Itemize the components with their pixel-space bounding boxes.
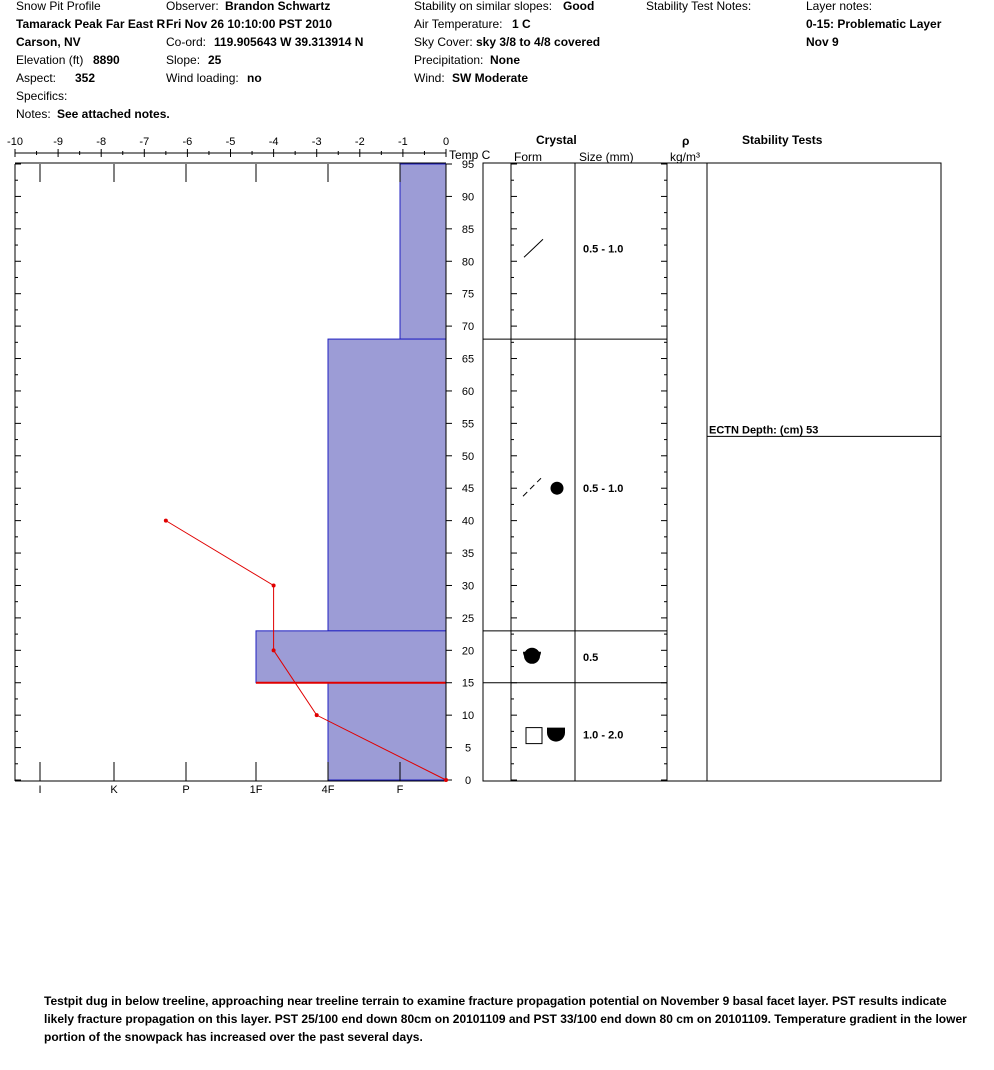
stability-value: Good bbox=[563, 0, 595, 13]
layer-notes-label: Layer notes: bbox=[806, 0, 873, 13]
hardness-tick-label: F bbox=[396, 784, 404, 796]
height-tick-label: 50 bbox=[461, 450, 475, 463]
decomposing-particles-icon bbox=[523, 478, 541, 496]
specifics-label: Specifics: bbox=[16, 89, 68, 103]
temp-tick-label: -9 bbox=[53, 136, 63, 148]
coord-label: Co-ord: bbox=[166, 35, 207, 49]
hardness-tick-label: P bbox=[182, 784, 190, 796]
hardness-layer-1 bbox=[328, 339, 446, 631]
rho-label: ρ bbox=[682, 134, 690, 148]
height-tick-label: 45 bbox=[461, 483, 475, 496]
temperature-point bbox=[444, 778, 448, 782]
hardness-tick-label: K bbox=[110, 784, 118, 796]
height-tick-label: 70 bbox=[461, 321, 475, 334]
height-tick-label: 15 bbox=[461, 677, 475, 690]
location: Tamarack Peak Far East R bbox=[16, 17, 166, 31]
height-tick-label: 65 bbox=[461, 353, 475, 366]
hardness-tick-label: 1F bbox=[249, 784, 263, 796]
temperature-point bbox=[272, 648, 276, 652]
hardness-tick-label: 4F bbox=[321, 784, 335, 796]
temp-axis-label: Temp C bbox=[449, 148, 491, 162]
hardness-layer-2 bbox=[256, 631, 446, 683]
air-temp-label: Air Temperature: bbox=[414, 17, 503, 31]
height-tick-label: 60 bbox=[461, 385, 475, 398]
height-tick-label: 40 bbox=[461, 515, 475, 528]
size-label: Size (mm) bbox=[579, 150, 634, 164]
temp-tick-label: -7 bbox=[139, 136, 150, 148]
elevation-label: Elevation (ft) bbox=[16, 53, 84, 67]
stability-tests-label: Stability Tests bbox=[742, 133, 823, 147]
faceted-crystal-icon bbox=[526, 728, 542, 744]
temp-tick-label: -4 bbox=[268, 136, 279, 148]
height-tick-label: 10 bbox=[461, 710, 475, 723]
height-tick-label: 80 bbox=[461, 256, 475, 269]
temp-tick-label: -6 bbox=[182, 136, 193, 148]
state: Carson, NV bbox=[16, 35, 81, 49]
notes-value: See attached notes. bbox=[57, 107, 170, 121]
form-label: Form bbox=[514, 150, 542, 164]
height-tick-label: 55 bbox=[461, 418, 475, 431]
layer-note-1: 0-15: Problematic Layer bbox=[806, 17, 942, 31]
crystal-size-label: 0.5 - 1.0 bbox=[583, 243, 624, 256]
observer-value: Brandon Schwartz bbox=[225, 0, 331, 13]
footer-notes: Testpit dug in below treeline, approaching near treeline terrain to examine fracture propagation potential on November 9 basal facet layer. PST results indicate likely fracture propagation on this layer. PST 25/100 end down 80cm on 20101109 and PST 33/100 end down 80 cm on 20101109. Temperature gradient in the lower portion of the snowpack has increased over the past several days. bbox=[44, 994, 967, 1044]
height-tick-label: 5 bbox=[464, 742, 472, 755]
slope-value: 25 bbox=[208, 53, 222, 67]
temp-tick-label: -1 bbox=[398, 136, 408, 148]
crystal-size-label: 0.5 bbox=[583, 651, 599, 664]
rounding-facet-icon bbox=[547, 728, 565, 742]
temperature-point bbox=[164, 519, 168, 523]
air-temp-value: 1 C bbox=[512, 17, 531, 31]
sky-label: Sky Cover: bbox=[414, 35, 473, 49]
wind-value: SW Moderate bbox=[452, 71, 529, 85]
coord-value: 119.905643 W 39.313914 N bbox=[214, 35, 364, 49]
crystal-label: Crystal bbox=[536, 133, 577, 147]
hardness-layer-0 bbox=[400, 164, 446, 339]
temp-tick-label: -5 bbox=[225, 136, 236, 148]
observer-label: Observer: bbox=[166, 0, 219, 13]
height-tick-label: 25 bbox=[461, 612, 475, 625]
stability-notes-label: Stability Test Notes: bbox=[646, 0, 752, 13]
aspect-value: 352 bbox=[75, 71, 96, 85]
precip-value: None bbox=[490, 53, 520, 67]
density-unit: kg/m³ bbox=[670, 150, 700, 164]
crystal-size-label: 1.0 - 2.0 bbox=[583, 729, 624, 742]
aspect-label: Aspect: bbox=[16, 71, 57, 85]
height-tick-label: 30 bbox=[461, 580, 475, 593]
hardness-tick-label: I bbox=[38, 784, 42, 796]
stability-label: Stability on similar slopes: bbox=[414, 0, 553, 13]
hardness-layer-3 bbox=[328, 683, 446, 780]
wind-loading-label: Wind loading: bbox=[166, 71, 239, 85]
temp-tick-label: 0 bbox=[442, 136, 450, 148]
height-tick-label: 0 bbox=[464, 775, 472, 787]
temperature-point bbox=[315, 713, 319, 717]
temp-tick-label: -8 bbox=[96, 136, 107, 148]
temp-tick-label: -2 bbox=[354, 136, 365, 148]
slope-label: Slope: bbox=[166, 53, 201, 67]
right-frame bbox=[483, 163, 941, 781]
wind-label: Wind: bbox=[414, 71, 445, 85]
temperature-point bbox=[272, 583, 276, 587]
height-tick-label: 85 bbox=[461, 223, 475, 236]
elevation-value: 8890 bbox=[93, 53, 120, 67]
notes-label: Notes: bbox=[16, 107, 51, 121]
crystal-size-label: 0.5 - 1.0 bbox=[583, 483, 624, 496]
sky-value: sky 3/8 to 4/8 covered bbox=[476, 35, 601, 49]
profile-title: Snow Pit Profile bbox=[16, 0, 101, 13]
stability-test-label: ECTN Depth: (cm) 53 bbox=[709, 424, 819, 437]
precip-label: Precipitation: bbox=[414, 53, 484, 67]
height-tick-label: 20 bbox=[461, 645, 475, 658]
temp-tick-label: -10 bbox=[7, 136, 23, 148]
temp-tick-label: -3 bbox=[311, 136, 322, 148]
rounded-grain-icon bbox=[551, 482, 564, 495]
rounded-grain-icon bbox=[524, 648, 540, 664]
precipitation-particles-icon bbox=[524, 239, 543, 257]
height-tick-label: 95 bbox=[461, 159, 475, 171]
wind-loading-value: no bbox=[247, 71, 262, 85]
height-tick-label: 35 bbox=[461, 548, 475, 561]
height-tick-label: 90 bbox=[461, 191, 475, 204]
datetime: Fri Nov 26 10:10:00 PST 2010 bbox=[166, 17, 333, 31]
height-tick-label: 75 bbox=[461, 288, 475, 301]
layer-note-2: Nov 9 bbox=[806, 35, 839, 49]
